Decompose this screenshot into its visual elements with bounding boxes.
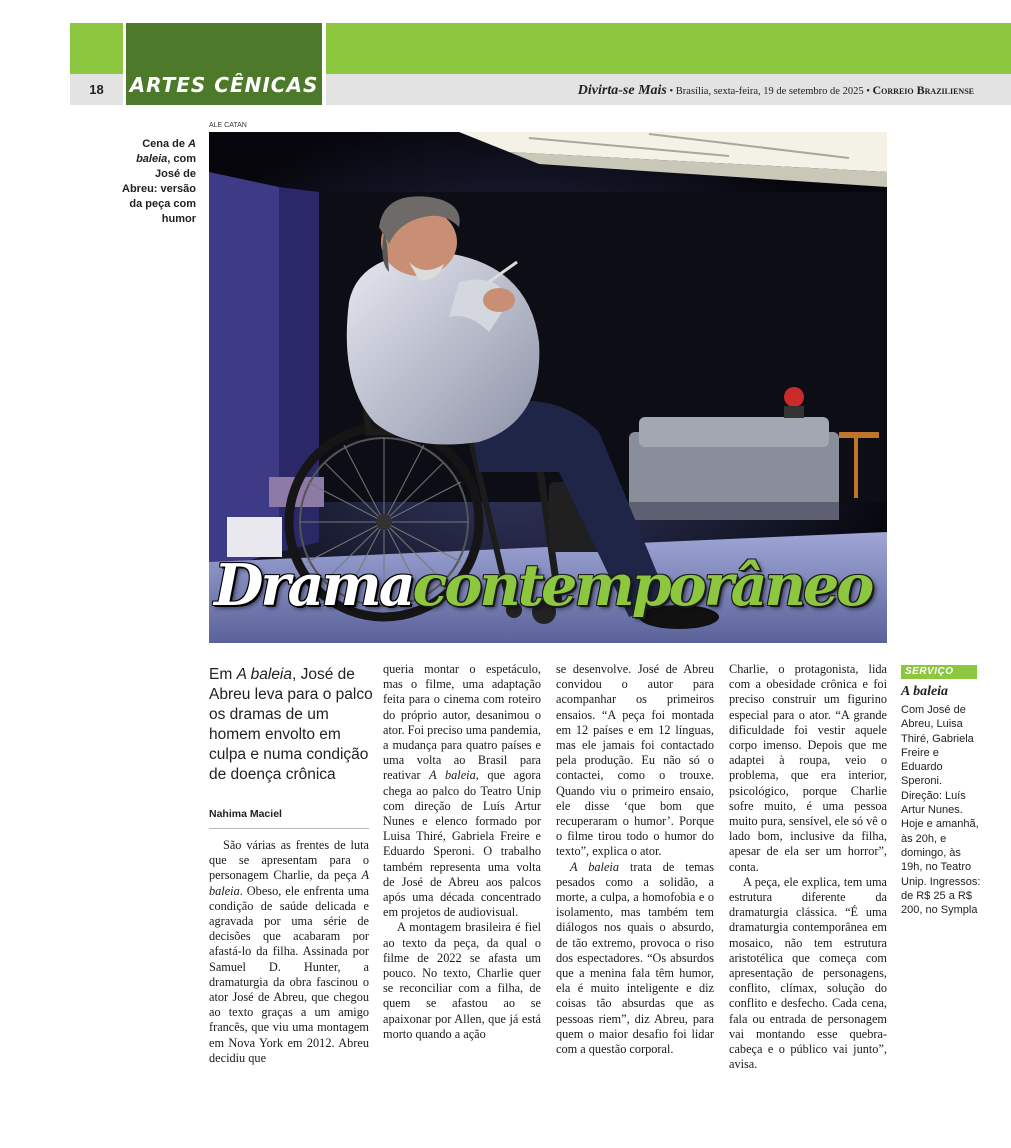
section-title: ARTES CÊNICAS <box>129 73 319 97</box>
header-green-bar-left <box>70 23 123 74</box>
article-paragraph <box>209 838 369 1066</box>
article-paragraph <box>383 662 541 920</box>
paragraph-text: A montagem brasileira é fiel ao texto da peça, da qual o filme de 2022 se afasta um pouco. No texto, Charlie quer se reconciliar com a filha, de quem se afastou ao se apaixonar por Allen, que já está morto quando a ação <box>383 920 541 1041</box>
photo-caption <box>118 137 196 227</box>
supplement-name: Divirta-se Mais <box>577 83 667 98</box>
article-paragraph <box>556 662 714 860</box>
header-dateline <box>578 83 974 99</box>
play-title: A baleia <box>429 768 476 783</box>
page-number: 18 <box>89 82 104 97</box>
paragraph-text: A peça, ele explica, tem uma estrutura diferente da dramaturgia clássica. “É uma dramaturgia contemporânea em mosaico, não tem estrutura aristotélica que começa com apresentação de personagens, conflito, clímax, solução do conflito e desfecho. Cada cena, fala ou entrada de personagem vai montando esse quebra-cabeça e o público vai junto”, avisa. <box>729 874 887 1072</box>
caption-title: A baleia <box>136 138 196 165</box>
headline-part-2: contemporâneo <box>412 552 872 619</box>
headline <box>214 552 871 619</box>
caption-text: Cena de <box>142 138 185 150</box>
bullet-icon: • <box>866 86 870 97</box>
lede-title: A baleia <box>236 666 293 683</box>
newspaper-name: Correio Braziliense <box>872 83 974 97</box>
article-column-4 <box>729 662 887 1072</box>
service-label: SERVIÇO <box>901 665 977 679</box>
service-body: Com José de Abreu, Luisa Thiré, Gabriela Freire e Eduardo Speroni. Direção: Luís Artur Nunes. Hoje e amanhã, às 20h, e domingo, às 19h, no Teatro Unip. Ingressos: de R$ 25 a R$ 200, no Sympla <box>901 704 981 917</box>
paragraph-text: São várias as frentes de luta que se apresentam para o personagem Charlie, da peça <box>209 838 369 883</box>
lede <box>209 665 373 785</box>
article-paragraph <box>383 920 541 1042</box>
header-green-bar-right <box>326 23 1011 74</box>
bullet-icon: • <box>669 86 674 97</box>
lede-text: , José de Abreu leva para o palco os dramas de um homem envolto em culpa e numa condição de doença crônica <box>209 666 373 783</box>
article-paragraph <box>556 860 714 1058</box>
play-title: A baleia <box>209 868 369 898</box>
paragraph-text: . Obeso, ele enfrenta uma condição de saúde delicada e agravada por uma série de decisões que acabaram por afastá-lo da filha. Assinada por Samuel D. Hunter, a dramaturgia da obra fascinou o ator José de Abreu, que chegou ao texto graças a um amigo francês, que viu uma montagem em Nova York em 2012. Abreu decidiu que <box>209 883 369 1065</box>
paragraph-text: , que agora chega ao palco do Teatro Unip com direção de Luís Artur Nunes e elenco formado por Luisa Thiré, Gabriela Freire e Eduardo Speroni. O trabalho também representa uma volta de José de Abreu aos palcos após uma década concentrado em projetos de audiovisual. <box>383 768 541 920</box>
article-paragraph <box>729 662 887 875</box>
dateline-text: Brasília, sexta-feira, 19 de setembro de 2025 <box>675 86 864 97</box>
article-paragraph <box>729 875 887 1073</box>
caption-text: , com José de Abreu: versão da peça com humor <box>122 153 196 225</box>
byline: Nahima Maciel <box>209 808 282 820</box>
lede-text: Em <box>209 666 237 683</box>
byline-divider <box>209 828 369 829</box>
paragraph-text: queria montar o espetáculo, mas o filme, uma adaptação feita para o cinema com roteiro do próprio autor, desanimou o ator. Foi preciso uma pandemia, a mudança para quatro países e uma volta ao Brasil para reativar <box>383 662 541 783</box>
paragraph-text: trata de temas pesados como a solidão, a morte, a culpa, a homofobia e o isolamento, mas também tem diálogos nos quais o absurdo, de tão extremo, provoca o riso dos espectadores. “Os absurdos que a menina fala têm humor, ela é muito inteligente e diz coisas tão absurdas que as pessoas riem”, diz Abreu, para quem o maior desafio foi lidar com a questão corporal. <box>556 859 714 1057</box>
headline-part-1: Drama <box>214 552 413 619</box>
photo-credit: ALE CATAN <box>209 122 247 129</box>
article-column-3 <box>556 662 714 1057</box>
article-column-2 <box>383 662 541 1042</box>
paragraph-text: se desenvolve. José de Abreu convidou o autor para acompanhar os primeiros ensaios. “A peça foi montada em 12 países e em 12 línguas, mas ele jamais foi contactado pela produção. Eu não só o contactei, como o trouxe. Quando viu o primeiro ensaio, ele disse ‘que bom que recuperaram o humor’. Porque o filme tirou todo o humor do texto”, explica o ator. <box>556 662 714 859</box>
play-title: A baleia <box>570 859 619 874</box>
article-column-1 <box>209 838 369 1066</box>
service-title: A baleia <box>901 684 949 699</box>
paragraph-text: Charlie, o protagonista, lida com a obesidade crônica e foi preciso construir um figurino especial para o ator. “A grande dificuldade foi vestir aquele corpo imenso. Depois que me adaptei à roupa, veio o problema, que era interior, psicológico, porque Charlie sofre muito, é uma pessoa muito pura, sensível, ele só vê o lado bom, inclusive da filha, apesar de ela ser um horror”, conta. <box>729 662 887 874</box>
